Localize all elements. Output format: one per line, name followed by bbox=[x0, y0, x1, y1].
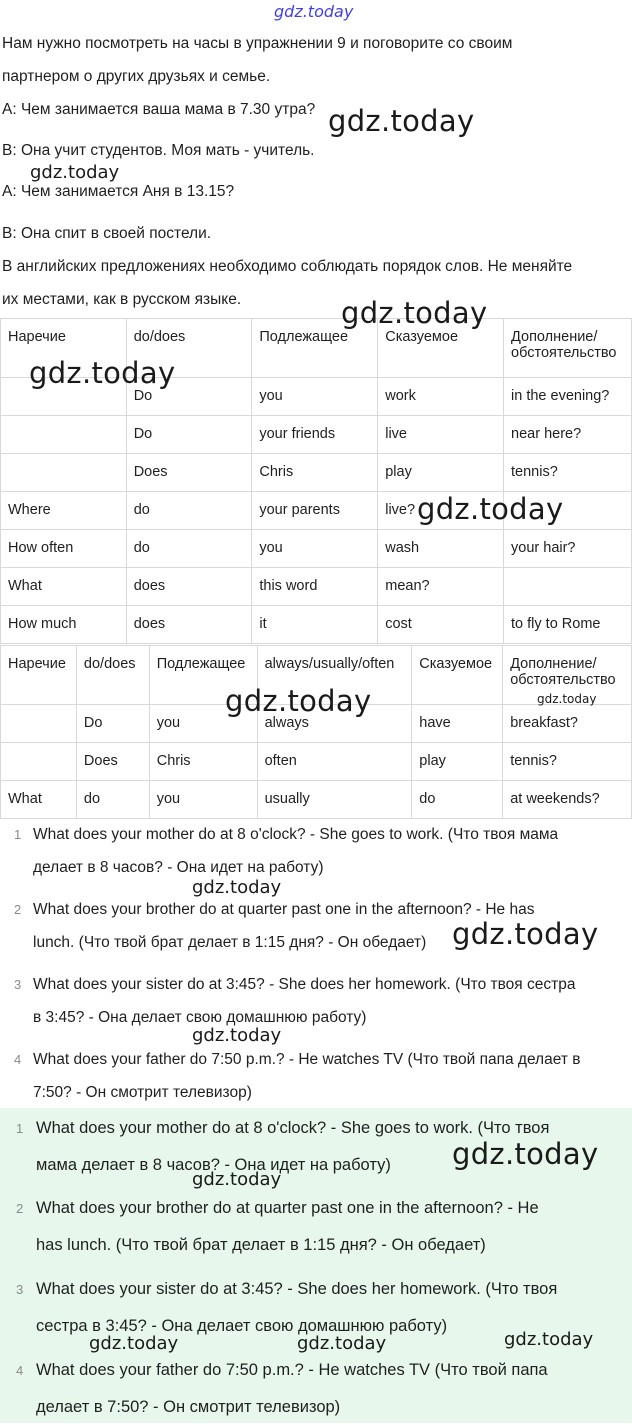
dialog-line-1: A: Чем занимается ваша мама в 7.30 утра? bbox=[2, 101, 316, 118]
table-cell: Does bbox=[126, 454, 252, 492]
table-cell bbox=[1, 454, 127, 492]
table-header-cell: do/does bbox=[76, 646, 149, 705]
item-number: 2 bbox=[16, 1201, 24, 1216]
watermark: gdz.today bbox=[192, 1169, 282, 1190]
table-cell: play bbox=[378, 454, 504, 492]
table-cell: your parents bbox=[252, 492, 378, 530]
header-text: Дополнение/ bbox=[510, 656, 597, 672]
table-cell: Does bbox=[76, 743, 149, 781]
table-cell: do bbox=[126, 492, 252, 530]
table-cell: you bbox=[252, 530, 378, 568]
table-cell: always bbox=[257, 705, 412, 743]
table-cell bbox=[1, 705, 77, 743]
watermark: gdz.today bbox=[225, 684, 372, 718]
table-header-cell: always/usually/often bbox=[257, 646, 412, 705]
table-cell: it bbox=[252, 606, 378, 644]
table-cell: work bbox=[378, 378, 504, 416]
table-header-cell: do/does bbox=[126, 319, 252, 378]
table-header-cell: Подлежащее bbox=[149, 646, 257, 705]
table-cell: Do bbox=[126, 378, 252, 416]
table-row bbox=[1, 568, 632, 606]
rule-line-2: их местами, как в русском языке. bbox=[2, 291, 242, 308]
table-cell: you bbox=[149, 705, 257, 743]
table-cell: do bbox=[126, 530, 252, 568]
table-cell: in the evening? bbox=[504, 378, 632, 416]
intro-line-2: партнером о других друзьях и семье. bbox=[2, 68, 271, 85]
item-number: 2 bbox=[14, 902, 22, 917]
table-cell: your hair? bbox=[504, 530, 632, 568]
dialog-line-3: A: Чем занимается Аня в 13.15? bbox=[2, 183, 235, 200]
table-header-cell: Подлежащее bbox=[252, 319, 378, 378]
table-header-cell bbox=[504, 319, 632, 378]
table-header-cell: Наречие bbox=[1, 646, 77, 705]
table-header-cell: Сказуемое bbox=[378, 319, 504, 378]
header-text: обстоятельство bbox=[511, 345, 617, 361]
table-cell: near here? bbox=[504, 416, 632, 454]
item-number: 1 bbox=[16, 1121, 24, 1136]
table-row bbox=[1, 454, 632, 492]
rule-line-1: В английских предложениях необходимо соблюдать порядок слов. Не меняйте bbox=[2, 258, 573, 275]
table-cell: do bbox=[76, 781, 149, 819]
table-row bbox=[1, 606, 632, 644]
item-number: 1 bbox=[14, 827, 22, 842]
table-cell: Do bbox=[76, 705, 149, 743]
watermark: gdz.today bbox=[537, 692, 597, 706]
watermark: gdz.today bbox=[417, 492, 564, 526]
item-text: What does your brother do at quarter past one in the afternoon? - He has bbox=[33, 901, 535, 918]
item-text: What does your brother do at quarter past one in the afternoon? - He bbox=[36, 1199, 539, 1217]
watermark: gdz.today bbox=[452, 1137, 599, 1171]
item-number: 3 bbox=[16, 1282, 24, 1297]
table-cell: Chris bbox=[149, 743, 257, 781]
watermark: gdz.today bbox=[504, 1329, 594, 1350]
table-cell: How much bbox=[1, 606, 127, 644]
table-cell: mean? bbox=[378, 568, 504, 606]
watermark-top: gdz.today bbox=[274, 2, 354, 21]
table-cell: What bbox=[1, 781, 77, 819]
intro-line-1: Нам нужно посмотреть на часы в упражнении 9 и поговорите со своим bbox=[2, 35, 513, 52]
table-cell: you bbox=[252, 378, 378, 416]
item-text: в 3:45? - Она делает свою домашнюю работу) bbox=[33, 1009, 367, 1026]
item-text: What does your mother do at 8 o'clock? - She goes to work. (Что твоя bbox=[36, 1119, 550, 1137]
item-text: What does your sister do at 3:45? - She does her homework. (Что твоя сестра bbox=[33, 976, 576, 993]
table-cell: this word bbox=[252, 568, 378, 606]
item-text: What does your father do 7:50 p.m.? - He watches TV (Что твой папа делает в bbox=[33, 1051, 581, 1068]
table-cell: play bbox=[412, 743, 503, 781]
table-cell: usually bbox=[257, 781, 412, 819]
table-row bbox=[1, 743, 632, 781]
item-text: мама делает в 8 часов? - Она идет на работу) bbox=[36, 1156, 391, 1174]
table-cell: does bbox=[126, 606, 252, 644]
table-cell: cost bbox=[378, 606, 504, 644]
table-cell: How often bbox=[1, 530, 127, 568]
table-cell: your friends bbox=[252, 416, 378, 454]
table-cell bbox=[1, 743, 77, 781]
item-number: 3 bbox=[14, 977, 22, 992]
dialog-line-2: B: Она учит студентов. Моя мать - учитель. bbox=[2, 142, 315, 159]
item-number: 4 bbox=[14, 1052, 22, 1067]
watermark: gdz.today bbox=[30, 162, 120, 183]
dialog-line-4: B: Она спит в своей постели. bbox=[2, 225, 212, 242]
watermark: gdz.today bbox=[452, 917, 599, 951]
item-text: делает в 8 часов? - Она идет на работу) bbox=[33, 859, 324, 876]
table-cell: wash bbox=[378, 530, 504, 568]
table-row bbox=[1, 530, 632, 568]
item-text: What does your father do 7:50 p.m.? - He watches TV (Что твой папа bbox=[36, 1361, 548, 1379]
table-cell: live? bbox=[378, 492, 504, 530]
table-cell: Do bbox=[126, 416, 252, 454]
watermark: gdz.today bbox=[192, 877, 282, 898]
table-cell bbox=[504, 568, 632, 606]
watermark: gdz.today bbox=[328, 104, 475, 138]
header-text: Дополнение/ bbox=[511, 329, 598, 345]
item-text: сестра в 3:45? - Она делает свою домашнюю работу) bbox=[36, 1317, 448, 1335]
table-cell: often bbox=[257, 743, 412, 781]
table-cell: you bbox=[149, 781, 257, 819]
table-cell: live bbox=[378, 416, 504, 454]
table-cell bbox=[1, 416, 127, 454]
watermark: gdz.today bbox=[341, 296, 488, 330]
table-cell: breakfast? bbox=[503, 705, 632, 743]
table-cell: Chris bbox=[252, 454, 378, 492]
table-cell: tennis? bbox=[504, 454, 632, 492]
word-order-table-2 bbox=[0, 645, 632, 819]
table-cell: to fly to Rome bbox=[504, 606, 632, 644]
table-cell: tennis? bbox=[503, 743, 632, 781]
table-cell: have bbox=[412, 705, 503, 743]
item-text: lunch. (Что твой брат делает в 1:15 дня? - Он обедает) bbox=[33, 934, 427, 951]
watermark: gdz.today bbox=[29, 356, 176, 390]
item-text: has lunch. (Что твой брат делает в 1:15 дня? - Он обедает) bbox=[36, 1236, 486, 1254]
table-cell: Where bbox=[1, 492, 127, 530]
item-text: What does your mother do at 8 o'clock? - She goes to work. (Что твоя мама bbox=[33, 826, 559, 843]
table-header-cell: Сказуемое bbox=[412, 646, 503, 705]
table-cell: What bbox=[1, 568, 127, 606]
watermark: gdz.today bbox=[192, 1025, 282, 1046]
table-row bbox=[1, 416, 632, 454]
watermark: gdz.today bbox=[297, 1333, 387, 1354]
item-text: What does your sister do at 3:45? - She does her homework. (Что твоя bbox=[36, 1280, 558, 1298]
table-cell: do bbox=[412, 781, 503, 819]
item-text: 7:50? - Он смотрит телевизор) bbox=[33, 1084, 252, 1101]
watermark: gdz.today bbox=[89, 1333, 179, 1354]
table-row bbox=[1, 781, 632, 819]
header-text: обстоятельство bbox=[510, 672, 616, 688]
table-cell: at weekends? bbox=[503, 781, 632, 819]
table-cell: does bbox=[126, 568, 252, 606]
item-text: делает в 7:50? - Он смотрит телевизор) bbox=[36, 1398, 341, 1416]
item-number: 4 bbox=[16, 1363, 24, 1378]
table-header-cell: Наречие bbox=[1, 319, 127, 378]
